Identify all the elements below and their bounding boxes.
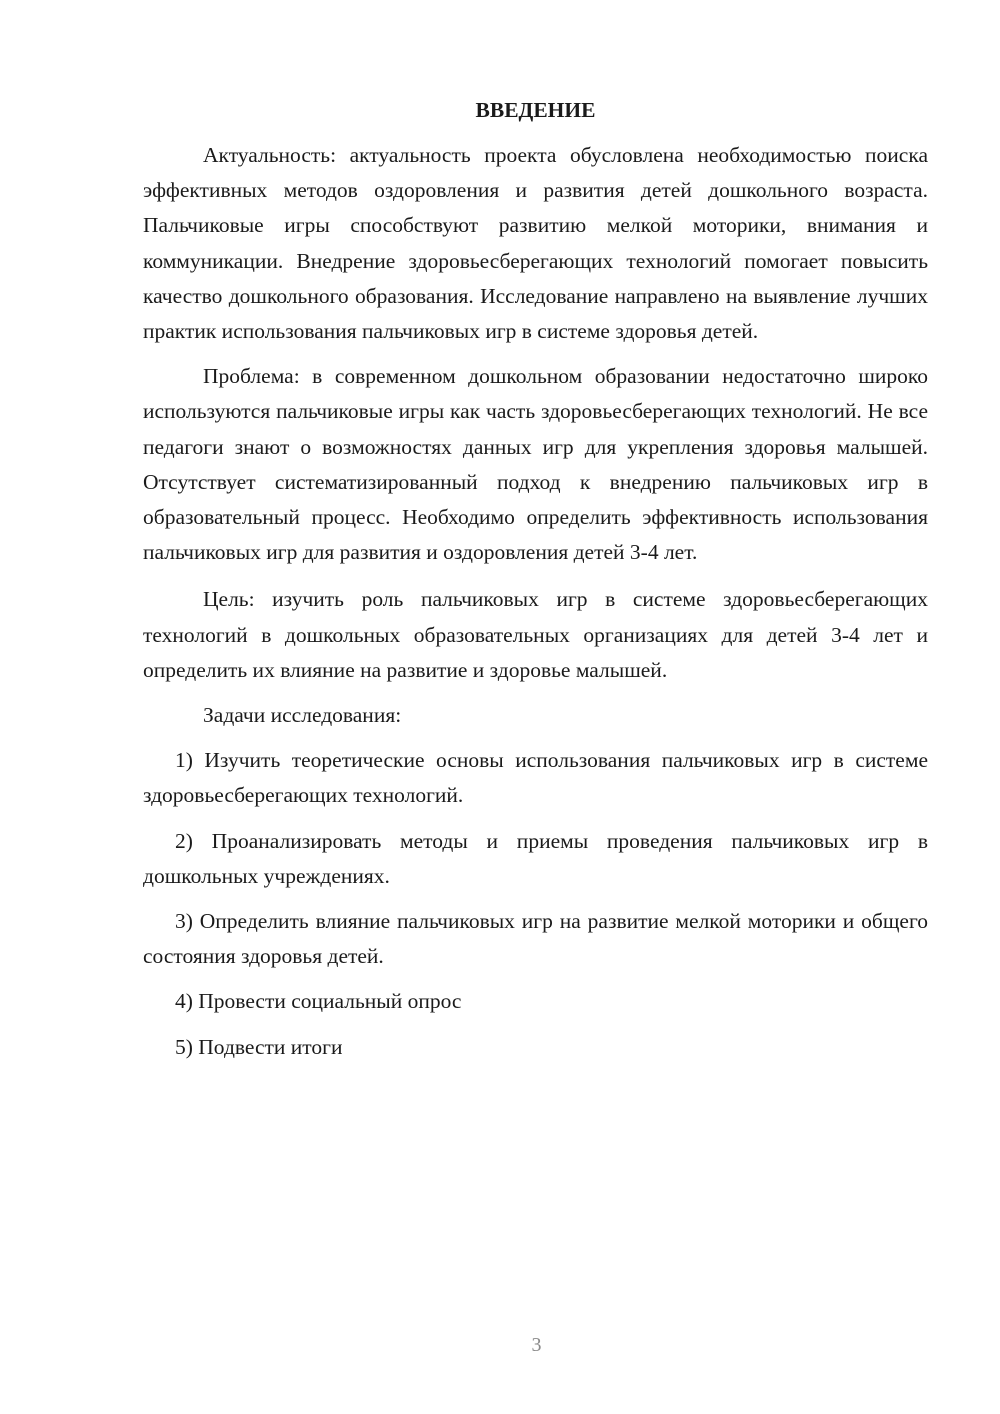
page-number: 3 xyxy=(531,1334,542,1356)
document-page xyxy=(143,96,928,1075)
task-item-2: 2) Проанализировать методы и приемы проведения пальчиковых игр в дошкольных учреждениях. xyxy=(143,828,928,888)
task-item-4: 4) Провести социальный опрос xyxy=(175,989,462,1014)
paragraph-goal: Цель: изучить роль пальчиковых игр в системе здоровьесберегающих технологий в дошкольных образовательных организациях для детей 3-4 лет и определить их влияние на развитие и здоровье малышей. xyxy=(143,587,928,682)
task-item-3: 3) Определить влияние пальчиковых игр на развитие мелкой моторики и общего состояния здоровья детей. xyxy=(143,909,928,969)
tasks-label: Задачи исследования: xyxy=(203,703,402,728)
task-item-1: 1) Изучить теоретические основы использования пальчиковых игр в системе здоровьесберегающих технологий. xyxy=(143,748,928,808)
task-item-5: 5) Подвести итоги xyxy=(175,1034,343,1059)
paragraph-relevance: Актуальность: актуальность проекта обусловлена необходимостью поиска эффективных методов оздоровления и развития детей дошкольного возраста. Пальчиковые игры способствуют развитию мелкой моторики, внимания и коммуникации. Внедрение здоровьесберегающих технологий помогает повысить качество дошкольного образования. Исследование направлено на выявление лучших практик использования пальчиковых игр в системе здоровья детей. xyxy=(143,143,928,344)
page-title: ВВЕДЕНИЕ xyxy=(475,98,596,122)
paragraph-problem: Проблема: в современном дошкольном образовании недостаточно широко используются пальчиковые игры как часть здоровьесберегающих технологий. Не все педагоги знают о возможностях данных игр для укрепления здоровья малышей. Отсутствует систематизированный подход к внедрению пальчиковых игр в образовательный процесс. Необходимо определить эффективность использования пальчиковых игр для развития и оздоровления детей 3-4 лет. xyxy=(143,364,928,565)
